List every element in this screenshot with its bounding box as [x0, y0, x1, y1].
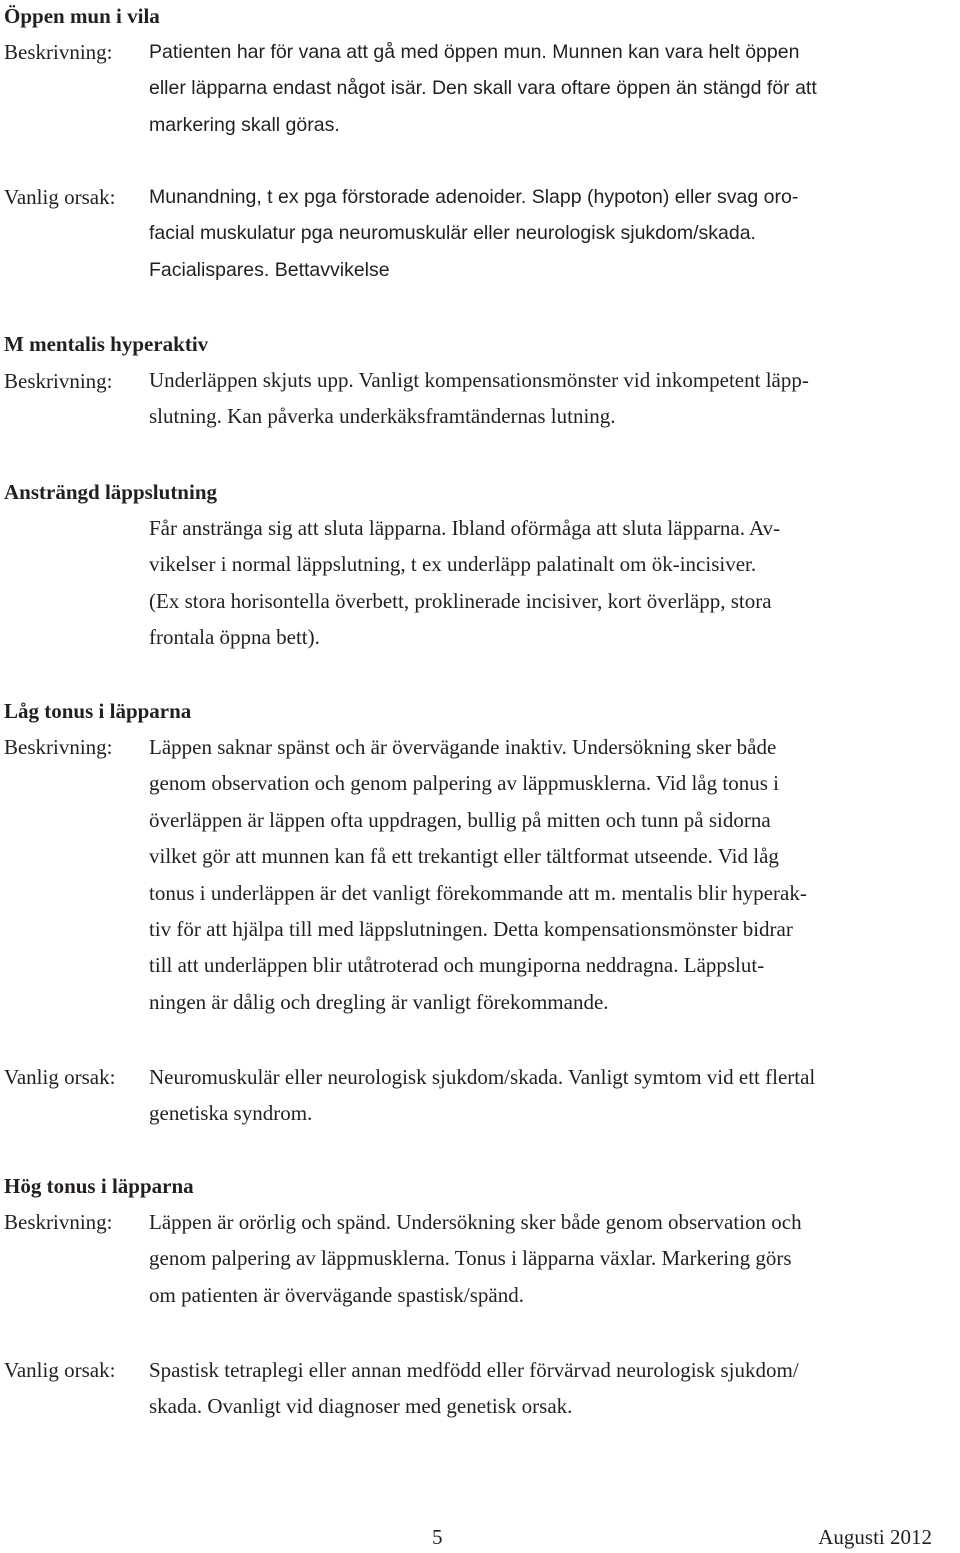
text-line: Neuromuskulär eller neurologisk sjukdom/skada. Vanligt symtom vid ett flertal: [149, 1065, 816, 1089]
entry-text: [149, 510, 780, 656]
text-line: slutning. Kan påverka underkäksframtändernas lutning.: [149, 404, 616, 429]
text-line: tonus i underläppen är det vanligt förekommande att m. mentalis blir hyperak-: [149, 880, 807, 905]
text-line: Spastisk tetraplegi eller annan medfödd eller förvärvad neurologisk sjukdom/: [149, 1358, 799, 1382]
text-line: vilket gör att munnen kan få ett trekantigt eller tältformat utseende. Vid låg: [149, 844, 779, 869]
section-heading: M mentalis hyperaktiv: [4, 332, 209, 356]
footer-date: Augusti 2012: [818, 1525, 932, 1549]
section-heading: Hög tonus i läpparna: [4, 1174, 194, 1198]
entry-label: Beskrivning:: [4, 40, 113, 64]
text-line: ningen är dålig och dregling är vanligt förekommande.: [149, 989, 609, 1014]
text-line: skada. Ovanligt vid diagnoser med genetisk orsak.: [149, 1394, 573, 1419]
text-line: tiv för att hjälpa till med läppslutningen. Detta kompensationsmönster bidrar: [149, 916, 793, 941]
entry-label: Beskrivning:: [4, 735, 113, 759]
text-line: till att underläppen blir utåtroterad och mungiporna neddragna. Läppslut-: [149, 953, 765, 978]
text-line: markering skall göras.: [149, 113, 340, 136]
entry-label: Beskrivning:: [4, 369, 113, 393]
entry-text: [149, 34, 817, 143]
text-line: genom observation och genom palpering av läppmusklerna. Vid låg tonus i: [149, 771, 779, 796]
text-line: Facialispares. Bettavvikelse: [149, 258, 390, 281]
entry-text: [149, 1059, 815, 1132]
section-heading: Låg tonus i läpparna: [4, 699, 192, 723]
text-line: genom palpering av läppmusklerna. Tonus i läpparna växlar. Markering görs: [149, 1246, 792, 1271]
text-line: vikelser i normal läppslutning, t ex underläpp palatinalt om ök-incisiver.: [149, 552, 757, 577]
text-line: Läppen är orörlig och spänd. Undersökning sker både genom observation och: [149, 1210, 802, 1234]
entry-label: Beskrivning:: [4, 1210, 113, 1234]
section-heading: Ansträngd läppslutning: [4, 480, 218, 504]
text-line: Patienten har för vana att gå med öppen mun. Munnen kan vara helt öppen: [149, 41, 800, 63]
text-line: Munandning, t ex pga förstorade adenoider. Slapp (hypoton) eller svag oro-: [149, 186, 799, 208]
entry-text: [149, 1352, 799, 1425]
section-heading: Öppen mun i vila: [4, 4, 160, 28]
text-line: eller läpparna endast något isär. Den skall vara oftare öppen än stängd för att: [149, 77, 817, 100]
text-line: (Ex stora horisontella överbett, proklinerade incisiver, kort överläpp, stora: [149, 588, 772, 613]
text-line: frontala öppna bett).: [149, 625, 320, 650]
entry-label: Vanlig orsak:: [4, 1065, 116, 1089]
text-line: Läppen saknar spänst och är övervägande inaktiv. Undersökning sker både: [149, 735, 777, 759]
entry-label: Vanlig orsak:: [4, 1358, 116, 1382]
entry-text: [149, 179, 798, 288]
text-line: genetiska syndrom.: [149, 1101, 313, 1126]
entry-label: Vanlig orsak:: [4, 185, 116, 209]
text-line: Underläppen skjuts upp. Vanligt kompensationsmönster vid inkompetent läpp-: [149, 368, 809, 392]
text-line: facial muskulatur pga neuromuskulär eller neurologisk sjukdom/skada.: [149, 222, 756, 245]
entry-text: [149, 362, 809, 435]
text-line: Får anstränga sig att sluta läpparna. Ibland oförmåga att sluta läpparna. Av-: [149, 516, 781, 540]
text-line: om patienten är övervägande spastisk/spänd.: [149, 1282, 524, 1307]
text-line: överläppen är läppen ofta uppdragen, bullig på mitten och tunn på sidorna: [149, 807, 771, 832]
entry-text: [149, 1204, 802, 1313]
entry-text: [149, 729, 807, 1020]
page-number: 5: [432, 1525, 443, 1549]
